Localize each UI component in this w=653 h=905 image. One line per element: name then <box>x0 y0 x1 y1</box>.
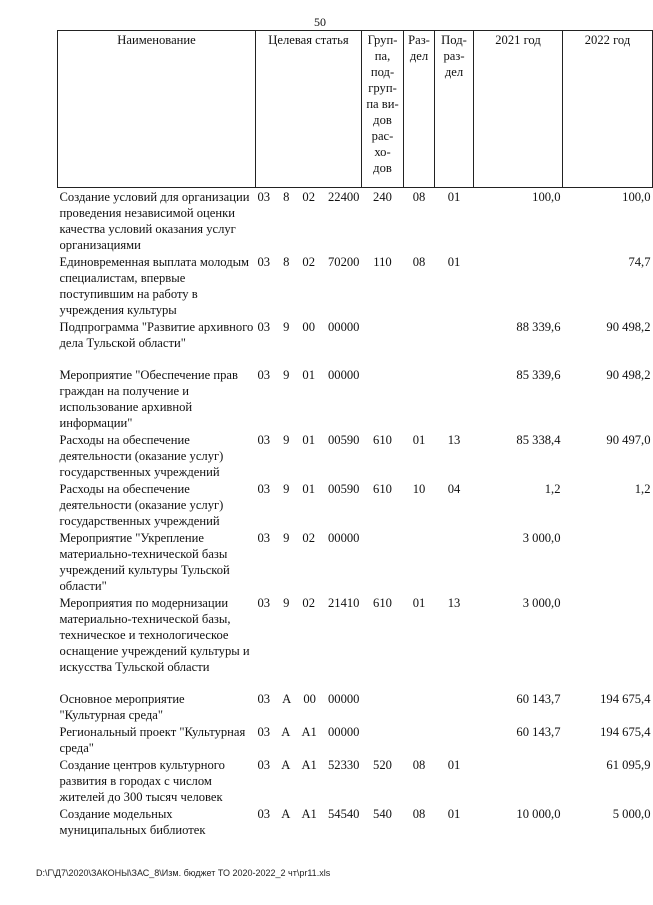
row-subsection: 13 <box>447 433 461 447</box>
header-subsection-line: раз- <box>443 49 465 63</box>
row-2022: 61 095,9 <box>606 758 651 772</box>
row-group <box>362 529 404 594</box>
target-code-part: 00000 <box>327 368 360 382</box>
target-code-part: А1 <box>301 725 317 739</box>
target-code-part: А <box>281 725 291 739</box>
target-code-part: 9 <box>283 482 290 496</box>
target-code-part: 03 <box>257 368 271 382</box>
row-name: Создание условий для организации проведения независимой оценки качества условий оказания услуг организациями <box>59 190 250 252</box>
row-name: Расходы на обеспечение деятельности (оказание услуг) государственных учреждений <box>59 482 224 528</box>
file-path-footer: D:\Г\Д7\2020\ЗАКОНЫ\ЗАС_8\Изм. бюджет ТО 2020-2022_2 чт\pr11.xls <box>36 868 331 878</box>
row-section: 10 <box>412 482 426 496</box>
header-group-line: дов <box>373 161 392 175</box>
row-name: Расходы на обеспечение деятельности (оказание услуг) государственных учреждений <box>59 433 224 479</box>
target-code-parts <box>258 481 360 497</box>
row-2022: 194 675,4 <box>600 725 651 739</box>
row-2021: 3 000,0 <box>522 531 561 545</box>
target-code-part: А <box>281 758 291 772</box>
table-row <box>58 431 653 480</box>
header-group-line: па, <box>374 49 391 63</box>
row-target-code <box>256 431 362 480</box>
row-group: 110 <box>373 255 392 269</box>
target-code-part: 54540 <box>327 807 360 821</box>
target-code-parts <box>258 254 360 270</box>
row-2021: 85 338,4 <box>516 433 561 447</box>
page-number: 50 <box>314 15 326 29</box>
row-target-code <box>256 188 362 254</box>
header-group-line: хо- <box>374 145 391 159</box>
target-code-part: 8 <box>283 190 290 204</box>
row-group <box>362 675 404 723</box>
table-row <box>58 805 653 838</box>
row-group: 520 <box>373 758 392 772</box>
row-2022: 90 498,2 <box>606 320 651 334</box>
row-group <box>362 723 404 756</box>
target-code-parts <box>258 367 360 383</box>
header-group <box>362 31 404 188</box>
header-subsection <box>435 31 474 188</box>
row-2022 <box>563 594 653 675</box>
row-2021 <box>474 756 563 805</box>
row-name: Создание центров культурного развития в городах с числом жителей до 300 тысяч человек <box>59 758 225 804</box>
row-name: Мероприятие "Укрепление материально-технической базы учреждений культуры Тульской области" <box>59 531 230 593</box>
row-target-code <box>256 723 362 756</box>
target-code-part: 02 <box>302 190 315 204</box>
row-2022: 74,7 <box>628 255 651 269</box>
row-2022: 1,2 <box>634 482 651 496</box>
row-subsection: 01 <box>447 807 461 821</box>
row-subsection: 01 <box>447 758 461 772</box>
header-name: Наименование <box>58 31 256 188</box>
header-row <box>58 31 653 188</box>
row-group: 610 <box>373 482 392 496</box>
target-code-part: 01 <box>302 482 315 496</box>
row-section: 08 <box>412 758 426 772</box>
table-row <box>58 351 653 431</box>
row-section <box>404 351 435 431</box>
row-target-code <box>256 675 362 723</box>
target-code-part: 03 <box>257 807 271 821</box>
target-code-part: 00590 <box>327 482 360 496</box>
row-subsection: 13 <box>447 596 461 610</box>
table-row <box>58 756 653 805</box>
target-code-part: 22400 <box>327 190 360 204</box>
header-subsection-line: Под- <box>441 33 467 47</box>
row-section <box>404 529 435 594</box>
target-code-part: 00 <box>303 692 316 706</box>
target-code-part: 03 <box>257 320 271 334</box>
row-group: 240 <box>373 190 392 204</box>
table-row <box>58 253 653 318</box>
row-name: Создание модельных муниципальных библиотек <box>59 807 206 837</box>
target-code-part: 03 <box>257 596 271 610</box>
row-subsection: 01 <box>447 190 461 204</box>
row-section <box>404 675 435 723</box>
header-group-line: дов <box>373 113 392 127</box>
target-code-part: 03 <box>257 758 271 772</box>
target-code-part: 03 <box>257 692 271 706</box>
row-target-code <box>256 594 362 675</box>
target-code-part: 00590 <box>327 433 360 447</box>
row-name: Региональный проект "Культурная среда" <box>59 725 246 755</box>
target-code-part: 01 <box>302 433 315 447</box>
target-code-part: А1 <box>301 758 317 772</box>
table-row <box>58 529 653 594</box>
target-code-parts <box>258 530 360 546</box>
row-section <box>404 318 435 351</box>
row-subsection <box>435 351 474 431</box>
row-2021: 3 000,0 <box>522 596 561 610</box>
target-code-part: 8 <box>283 255 290 269</box>
row-group <box>362 351 404 431</box>
target-code-part: 01 <box>302 368 315 382</box>
target-code-parts <box>258 724 360 740</box>
target-code-part: 00000 <box>327 692 360 706</box>
table-body <box>58 188 653 839</box>
target-code-part: 9 <box>283 531 290 545</box>
header-target: Целевая статья <box>256 31 362 188</box>
header-section <box>404 31 435 188</box>
target-code-part: 52330 <box>327 758 360 772</box>
target-code-part: 00000 <box>327 725 360 739</box>
row-target-code <box>256 529 362 594</box>
row-subsection <box>435 723 474 756</box>
header-section-line: дел <box>409 49 429 63</box>
row-group: 610 <box>373 596 392 610</box>
row-section: 01 <box>412 596 426 610</box>
row-section: 08 <box>412 255 426 269</box>
row-name: Мероприятие "Обеспечение прав граждан на получение и использование архивной информации" <box>59 368 238 430</box>
row-2022: 100,0 <box>622 190 651 204</box>
target-code-part: 00 <box>302 320 315 334</box>
row-2021: 10 000,0 <box>516 807 561 821</box>
header-group-line: под- <box>370 65 395 79</box>
row-target-code <box>256 805 362 838</box>
row-target-code <box>256 318 362 351</box>
target-code-part: 9 <box>283 596 290 610</box>
row-name: Мероприятия по модернизации материально-технической базы, техническое и технологическое оснащение учреждений культуры и искусства Тульской области <box>59 596 250 674</box>
row-subsection <box>435 529 474 594</box>
header-2021: 2021 год <box>474 31 563 188</box>
target-code-part: 03 <box>257 725 271 739</box>
target-code-parts <box>258 319 360 335</box>
row-name: Единовременная выплата молодым специалистам, впервые поступившим на работу в учреждения культуры <box>59 255 250 317</box>
target-code-parts <box>258 691 360 707</box>
target-code-part: 21410 <box>327 596 360 610</box>
header-group-line: па ви- <box>366 97 399 111</box>
row-name: Основное мероприятие "Культурная среда" <box>59 692 185 722</box>
target-code-part: 9 <box>283 368 290 382</box>
row-target-code <box>256 756 362 805</box>
header-subsection-line: дел <box>444 65 464 79</box>
row-2021 <box>474 253 563 318</box>
row-section: 08 <box>412 807 426 821</box>
row-2021: 60 143,7 <box>516 725 561 739</box>
target-code-part: 03 <box>257 433 271 447</box>
table-row <box>58 594 653 675</box>
row-2022: 194 675,4 <box>600 692 651 706</box>
header-section-line: Раз- <box>408 33 430 47</box>
row-2021: 88 339,6 <box>516 320 561 334</box>
row-2021: 100,0 <box>532 190 561 204</box>
row-target-code <box>256 351 362 431</box>
row-2022: 90 498,2 <box>606 368 651 382</box>
row-group: 540 <box>373 807 392 821</box>
row-section: 01 <box>412 433 426 447</box>
header-group-line: рас- <box>371 129 394 143</box>
table-row <box>58 723 653 756</box>
target-code-part: А <box>281 807 291 821</box>
row-group <box>362 318 404 351</box>
target-code-part: 03 <box>257 190 271 204</box>
target-code-part: А1 <box>301 807 317 821</box>
table-row <box>58 188 653 254</box>
target-code-part: 9 <box>283 433 290 447</box>
row-section <box>404 723 435 756</box>
target-code-parts <box>258 757 360 773</box>
row-group: 610 <box>373 433 392 447</box>
table-row <box>58 675 653 723</box>
row-subsection <box>435 318 474 351</box>
row-section: 08 <box>412 190 426 204</box>
target-code-parts <box>258 595 360 611</box>
budget-table <box>57 30 653 838</box>
header-2022: 2022 год <box>563 31 653 188</box>
header-group-line: Груп- <box>367 33 398 47</box>
row-2021: 1,2 <box>544 482 561 496</box>
target-code-part: 03 <box>257 255 271 269</box>
target-code-parts <box>258 432 360 448</box>
row-2022: 90 497,0 <box>606 433 651 447</box>
target-code-parts <box>258 806 360 822</box>
row-subsection: 01 <box>447 255 461 269</box>
target-code-part: 70200 <box>327 255 360 269</box>
row-target-code <box>256 480 362 529</box>
target-code-part: 02 <box>302 531 315 545</box>
target-code-part: 9 <box>283 320 290 334</box>
header-group-line: груп- <box>368 81 397 95</box>
row-2021: 85 339,6 <box>516 368 561 382</box>
target-code-part: 03 <box>257 531 271 545</box>
target-code-part: 00000 <box>327 320 360 334</box>
target-code-part: 02 <box>302 255 315 269</box>
target-code-part: А <box>282 692 292 706</box>
table-row <box>58 480 653 529</box>
row-2021: 60 143,7 <box>516 692 561 706</box>
table-row <box>58 318 653 351</box>
target-code-part: 02 <box>302 596 315 610</box>
target-code-parts <box>258 189 360 205</box>
target-code-part: 00000 <box>327 531 360 545</box>
row-2022 <box>563 529 653 594</box>
row-subsection: 04 <box>447 482 461 496</box>
row-2022: 5 000,0 <box>612 807 651 821</box>
target-code-part: 03 <box>257 482 271 496</box>
row-subsection <box>435 675 474 723</box>
row-target-code <box>256 253 362 318</box>
row-name: Подпрограмма "Развитие архивного дела Тульской области" <box>59 320 254 350</box>
